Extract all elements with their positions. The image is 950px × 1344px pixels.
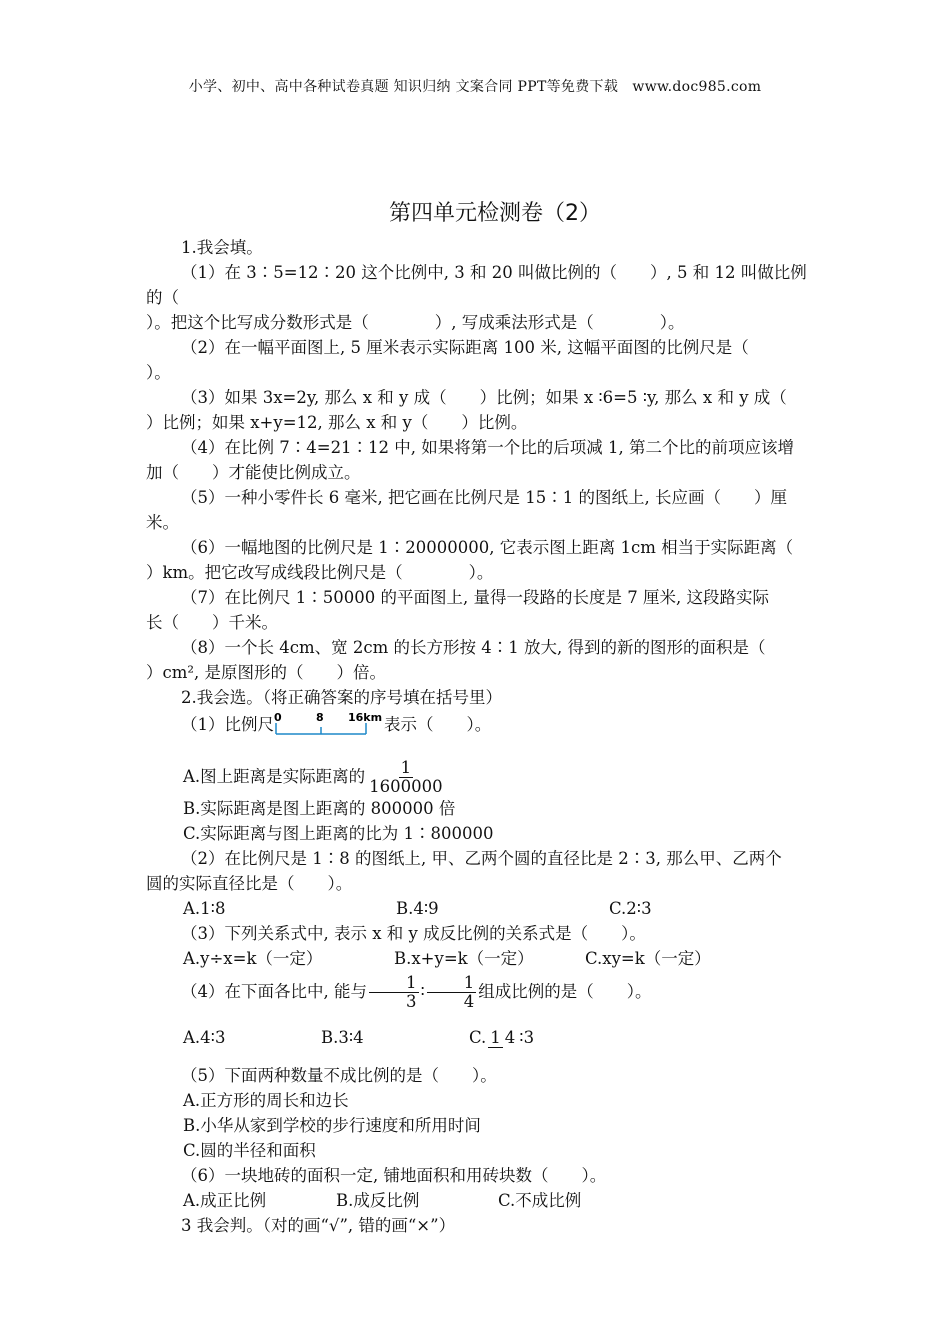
s2-q6: （6）一块地砖的面积一定, 铺地面积和用砖块数（ ）。 [181,1166,607,1185]
s1-q8-line2: ）cm², 是原图形的（ ）倍。 [146,663,386,682]
fraction-numerator: 1 [400,758,412,777]
s2-q4-option-a: A.4∶3 [183,1028,226,1047]
s2-q5-option-a: A.正方形的周长和边长 [183,1091,349,1110]
s2-q4 [146,971,810,1013]
s1-q2-line1: （2）在一幅平面图上, 5 厘米表示实际距离 100 米, 这幅平面图的比例尺是（ [181,338,749,357]
s2-q3-options [183,946,810,971]
fraction-one-third [369,974,419,1011]
s2-q5-option-c: C.圆的半径和面积 [183,1141,316,1160]
fraction-denominator: 4 [463,992,475,1011]
s1-q7-line1: （7）在比例尺 1∶50000 的平面图上, 量得一段路的长度是 7 厘米, 这段路实际 [181,588,769,607]
s2-q4-suffix: 组成比例的是（ ）。 [478,982,652,1001]
s2-q4-option-b: B.3∶4 [321,1028,364,1047]
s2-q3-option-c: C.xy=k（一定） [585,949,711,968]
fraction-numerator: 1 [490,1028,501,1047]
s2-q4-options [183,1013,810,1063]
s1-q2-line2: ）。 [146,363,171,382]
s1-q6-line1: （6）一幅地图的比例尺是 1∶20000000, 它表示图上距离 1cm 相当于实际距离（ [181,538,794,557]
s2-q2-option-c: C.2∶3 [609,899,652,918]
s2-q3-option-b: B.x+y=k（一定） [394,949,534,968]
s2-q1 [146,710,810,740]
s2-q6-option-a: A.成正比例 [183,1191,267,1210]
s2-q1-option-a-text: A.图上距离是实际距离的 [183,767,366,786]
scale-bar [276,723,366,734]
line-scale-figure [274,712,384,740]
scale-label-8: 8 [316,712,324,724]
fraction-denominator: 3 [406,992,417,1011]
s2-q1-option-b: B.实际距离是图上距离的 800000 倍 [183,799,456,818]
s2-q6-options [183,1188,810,1213]
s2-q5: （5）下面两种数量不成比例的是（ ）。 [181,1066,497,1085]
ratio-colon: ∶ [420,982,425,1001]
s2-q1-option-a [183,759,810,796]
scale-label-0: 0 [274,712,282,724]
exam-content [146,235,810,1238]
s1-q5-line1: （5）一种小零件长 6 毫米, 把它画在比例尺是 15∶1 的图纸上, 长应画（ ）厘 [181,488,787,507]
s2-q1-prefix: （1）比例尺 [181,715,274,734]
s1-q3-line2: ）比例；如果 x+y=12, 那么 x 和 y（ ）比例。 [146,413,528,432]
s2-q1-option-c: C.实际距离与图上距离的比为 1∶800000 [183,824,494,843]
s1-q7-line2: 长（ ）千米。 [146,613,278,632]
fraction-denominator: 4 [504,1028,516,1047]
s2-q6-option-b: B.成反比例 [336,1191,420,1210]
s1-q5-line2: 米。 [146,513,179,532]
fraction-one-quarter [488,1029,517,1048]
s1-q8-line1: （8）一个长 4cm、宽 2cm 的长方形按 4∶1 放大, 得到的新的图形的面积是（ [181,638,766,657]
s2-q2-option-b: B.4∶9 [396,899,439,918]
scale-label-16km: 16km [348,712,383,724]
s2-q1-suffix: 表示（ ）。 [384,715,492,734]
fraction-numerator: 1 [427,974,477,993]
s1-q3-line1: （3）如果 3x=2y, 那么 x 和 y 成（ ）比例；如果 x ∶6=5 ∶y, 那么 x 和 y 成（ [181,388,787,407]
s1-q1-line2: ）。把这个比写成分数形式是（ ）, 写成乘法形式是（ ）。 [146,313,685,332]
s2-q2-line1: （2）在比例尺是 1∶8 的图纸上, 甲、乙两个圆的直径比是 2∶3, 那么甲、乙两个 [181,849,782,868]
s2-q4-option-c-label: C. [469,1028,487,1047]
page-header: 小学、初中、高中各种试卷真题 知识归纳 文案合同 PPT等免费下载 www.doc985.com [188,79,762,95]
fraction-denominator: 1600000 [369,777,443,796]
s2-q2-options [183,896,810,921]
s2-q5-option-b: B.小华从家到学校的步行速度和所用时间 [183,1116,481,1135]
s1-q4-line2: 加（ ）才能使比例成立。 [146,463,361,482]
section-2-heading: 2.我会选。（将正确答案的序号填在括号里） [181,688,502,707]
section-1-heading: 1.我会填。 [181,238,263,257]
s1-q4-line1: （4）在比例 7∶4=21∶12 中, 如果将第一个比的后项减 1, 第二个比的前项应该增 [181,438,795,457]
s2-q4-prefix: （4）在下面各比中, 能与 [181,982,367,1001]
s2-q4-option-c [469,1013,534,1063]
s1-q1-line1: （1）在 3∶5=12∶20 这个比例中, 3 和 20 叫做比例的（ ）, 5 和 12 叫做比例的（ [146,263,807,307]
fraction-numerator: 1 [369,974,419,993]
s1-q6-line2: ）km。把它改写成线段比例尺是（ ）。 [146,563,494,582]
s2-q2-option-a: A.1∶8 [183,899,226,918]
fraction-one-quarter [427,974,477,1011]
s2-q2-line2: 圆的实际直径比是（ ）。 [146,874,353,893]
s2-q3-option-a: A.y÷x=k（一定） [183,949,323,968]
s2-q4-option-c-suffix: ∶3 [519,1028,535,1047]
s2-q6-option-c: C.不成比例 [498,1191,582,1210]
s2-q3: （3）下列关系式中, 表示 x 和 y 成反比例的关系式是（ ）。 [181,924,646,943]
section-3-heading: 3 我会判。（对的画“√”, 错的画“×”） [181,1216,456,1235]
page-title: 第四单元检测卷（2） [389,201,601,226]
fraction [367,759,445,796]
